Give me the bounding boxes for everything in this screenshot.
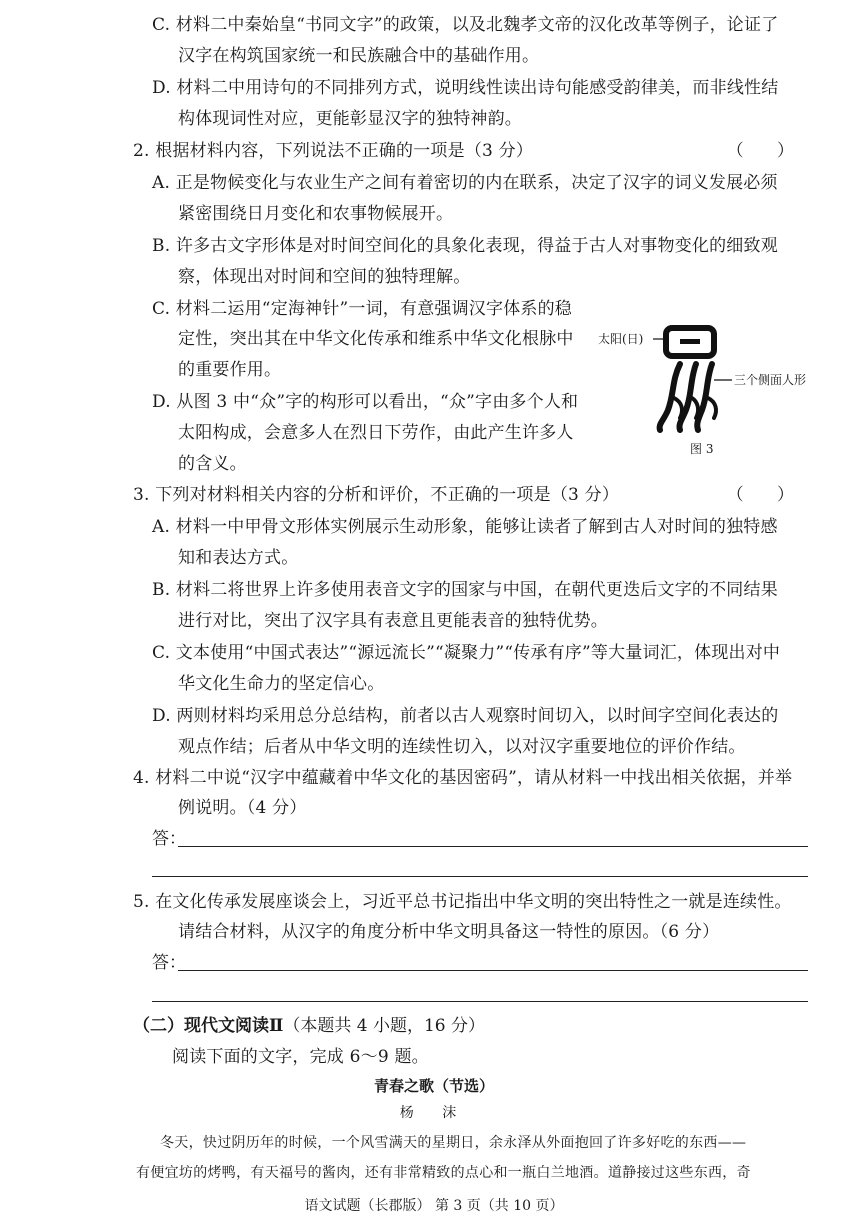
q2-option-a-line2: 紧密围绕日月变化和农事物候展开。 <box>178 204 454 224</box>
question-2-answer-paren: （ ） <box>726 141 808 161</box>
figure-label-people: 三个侧面人形 <box>734 373 807 387</box>
page-footer: 语文试题（长郡版） 第 3 页（共 10 页） <box>304 1198 564 1214</box>
q2-option-a-line1: A. 正是物候变化与农业生产之间有着密切的内在联系，决定了汉字的词义发展必须 <box>152 173 778 193</box>
q5-answer-line-1[interactable] <box>178 970 808 971</box>
section-note: （本题共 4 小题，16 分） <box>283 1016 485 1036</box>
passage-line-1: 冬天，快过阴历年的时候，一个风雪满天的星期日，余永泽从外面抱回了许多好吃的东西—— <box>160 1135 747 1151</box>
question-5-stem-line1: 5. 在文化传承发展座谈会上，习近平总书记指出中华文明的突出特性之一就是连续性。 <box>133 892 792 912</box>
figure-label-sun: 太阳(日) <box>598 332 644 346</box>
q4-answer-line-1[interactable] <box>178 846 808 847</box>
section-title: （二）现代文阅读Ⅱ <box>133 1016 284 1036</box>
question-4-stem-line1: 4. 材料二中说“汉字中蕴藏着中华文化的基因密码”，请从材料一中找出相关依据，并举 <box>133 768 793 788</box>
q1-option-d-line2: 构体现词性对应，更能彰显汉字的独特神韵。 <box>178 109 522 129</box>
q3-option-b-line2: 进行对比，突出了汉字具有表意且更能表音的独特优势。 <box>178 611 608 631</box>
passage-title: 青春之歌（节选） <box>373 1077 494 1095</box>
q3-option-c-line1: C. 文本使用“中国式表达”“源远流长”“凝聚力”“传承有序”等大量词汇，体现出对中 <box>152 643 781 663</box>
question-5-stem-line2: 请结合材料，从汉字的角度分析中华文明具备这一特性的原因。（6 分） <box>178 922 720 942</box>
q3-option-b-line1: B. 材料二将世界上许多使用表音文字的国家与中国，在朝代更迭后文字的不同结果 <box>152 580 778 600</box>
q4-answer-label: 答： <box>152 829 186 849</box>
q1-option-d-line1: D. 材料二中用诗句的不同排列方式，说明线性读出诗句能感受韵律美，而非线性结 <box>152 78 779 98</box>
q2-option-d-line2: 太阳构成，会意多人在烈日下劳作，由此产生许多人 <box>178 423 574 443</box>
q1-option-c-line2: 汉字在构筑国家统一和民族融合中的基础作用。 <box>178 46 540 66</box>
q2-option-b-line1: B. 许多古文字形体是对时间空间化的具象化表现，得益于古人对事物变化的细致观 <box>152 236 778 256</box>
q3-option-c-line2: 华文化生命力的坚定信心。 <box>178 674 385 694</box>
q2-option-c-line1: C. 材料二运用“定海神针”一词，有意强调汉字体系的稳 <box>152 299 572 319</box>
question-3-stem: 3. 下列对材料相关内容的分析和评价，不正确的一项是（3 分） <box>133 485 620 505</box>
q3-option-d-line1: D. 两则材料均采用总分总结构，前者以古人观察时间切入，以时间字空间化表达的 <box>152 706 779 726</box>
q5-answer-line-2[interactable] <box>152 1001 808 1002</box>
q2-option-c-line3: 的重要作用。 <box>178 360 282 380</box>
question-4-stem-line2: 例说明。（4 分） <box>178 798 307 818</box>
q3-option-a-line1: A. 材料一中甲骨文形体实例展示生动形象，能够让读者了解到古人对时间的独特感 <box>152 517 778 537</box>
passage-author: 杨 沫 <box>399 1105 469 1121</box>
q1-option-c-line1: C. 材料二中秦始皇“书同文字”的政策，以及北魏孝文帝的汉化改革等例子，论证了 <box>152 15 779 35</box>
q2-option-d-line1: D. 从图 3 中“众”字的构形可以看出，“众”字由多个人和 <box>152 392 579 412</box>
q2-option-c-line2: 定性，突出其在中华文化传承和维系中华文化根脉中 <box>178 329 574 349</box>
question-2-stem: 2. 根据材料内容，下列说法不正确的一项是（3 分） <box>133 141 534 161</box>
q2-option-b-line2: 察，体现出对时间和空间的独特理解。 <box>178 267 471 287</box>
question-3-answer-paren: （ ） <box>726 485 808 505</box>
q4-answer-line-2[interactable] <box>152 876 808 877</box>
figure-caption: 图 3 <box>690 442 714 456</box>
q5-answer-label: 答： <box>152 953 186 973</box>
q3-option-a-line2: 知和表达方式。 <box>178 548 299 568</box>
q3-option-d-line2: 观点作结；后者从中华文明的连续性切入，以对汉字重要地位的评价作结。 <box>178 737 746 757</box>
passage-line-2: 有便宜坊的烤鸭，有天福号的酱肉，还有非常精致的点心和一瓶白兰地酒。道静接过这些东西，奇 <box>136 1165 751 1181</box>
figure-3-zhong-character <box>598 318 818 458</box>
section-instruction: 阅读下面的文字，完成 6～9 题。 <box>172 1047 429 1067</box>
q2-option-d-line3: 的含义。 <box>178 454 247 474</box>
section-heading <box>133 1015 485 1037</box>
